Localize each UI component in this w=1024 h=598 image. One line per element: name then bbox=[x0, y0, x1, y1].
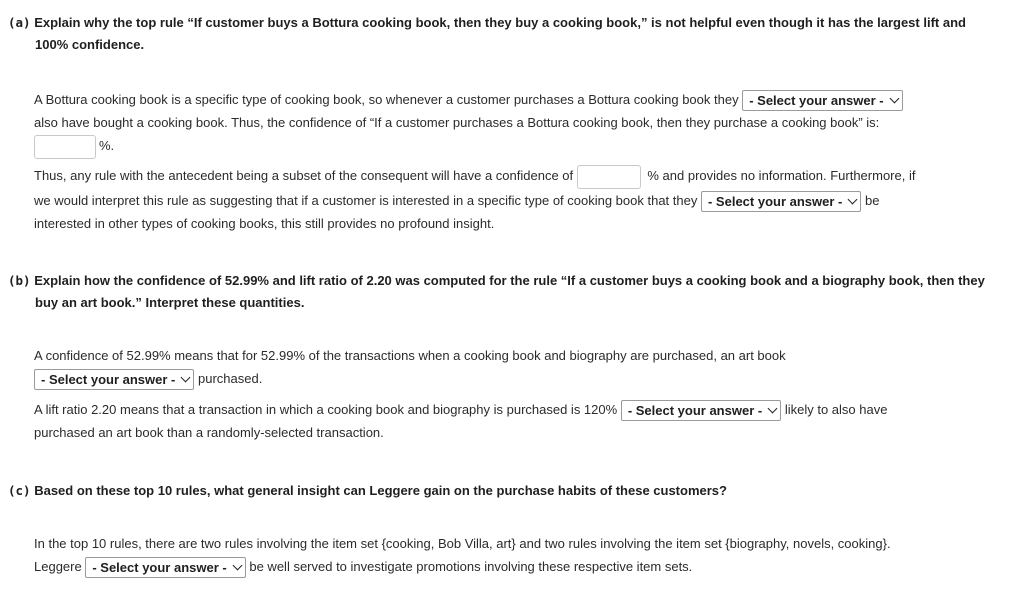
answer-text: we would interpret this rule as suggesting that if a customer is interested in a specific type of cooking book that they bbox=[34, 192, 698, 208]
question-label: (b) bbox=[8, 273, 31, 288]
question-text: Explain how the confidence of 52.99% and lift ratio of 2.20 was computed for the rule “If a customer buys a cooking book and a biography book, then they bbox=[34, 273, 985, 288]
answer-text: interested in other types of cooking books, this still provides no profound insight. bbox=[34, 215, 495, 231]
select-placeholder: - Select your answer - bbox=[707, 193, 843, 209]
answer-text: A Bottura cooking book is a specific type of cooking book, so whenever a customer purchases a Bottura cooking book they bbox=[34, 92, 739, 107]
chevron-down-icon bbox=[181, 373, 191, 383]
answer-b-paragraph-1 bbox=[34, 344, 1010, 390]
answer-select[interactable] bbox=[742, 90, 902, 111]
select-placeholder: - Select your answer - bbox=[41, 372, 176, 388]
answer-select[interactable] bbox=[701, 191, 861, 212]
chevron-down-icon bbox=[232, 561, 242, 571]
question-text-cont: 100% confidence. bbox=[35, 37, 145, 52]
question-text: Explain why the top rule “If customer buys a Bottura cooking book, then they buy a cooking book,” is not helpful even though it has the largest lift and bbox=[34, 15, 966, 30]
answer-text: likely to also have bbox=[784, 402, 888, 417]
answer-text: In the top 10 rules, there are two rules involving the item set {cooking, Bob Villa, art} and two rules involving the item set {biography, novels, cooking}. bbox=[34, 536, 891, 551]
percent-label: %. bbox=[99, 138, 115, 154]
answer-select[interactable] bbox=[621, 400, 781, 421]
answer-text: Leggere bbox=[34, 559, 82, 574]
question-text: Based on these top 10 rules, what general insight can Leggere gain on the purchase habits of these customers? bbox=[34, 483, 727, 498]
question-text-cont: buy an art book.” Interpret these quantities. bbox=[35, 295, 305, 310]
answer-text: also have bought a cooking book. Thus, the confidence of “If a customer purchases a Bottura cooking book, then they purchase a cooking book” is: bbox=[34, 115, 880, 131]
question-a bbox=[8, 12, 1018, 56]
confidence-input[interactable] bbox=[34, 135, 96, 159]
answer-select[interactable] bbox=[34, 369, 194, 390]
question-label: (a) bbox=[8, 15, 31, 30]
answer-b-paragraph-2 bbox=[34, 398, 1010, 444]
answer-text: A lift ratio 2.20 means that a transaction in which a cooking book and biography is purchased is 120% bbox=[34, 402, 618, 417]
any-rule-confidence-input[interactable] bbox=[577, 165, 641, 189]
answer-text: % and provides no information. Furthermore, if bbox=[647, 168, 916, 183]
answer-text: purchased an art book than a randomly-selected transaction. bbox=[34, 425, 384, 441]
answer-text: purchased. bbox=[198, 371, 263, 386]
answer-c-paragraph-1 bbox=[34, 532, 1010, 578]
select-placeholder: - Select your answer - bbox=[627, 403, 763, 419]
chevron-down-icon bbox=[848, 194, 858, 204]
answer-text: be bbox=[865, 192, 880, 208]
question-label: (c) bbox=[8, 483, 31, 498]
answer-text: be well served to investigate promotions involving these respective item sets. bbox=[249, 559, 693, 574]
chevron-down-icon bbox=[768, 404, 778, 414]
answer-text: A confidence of 52.99% means that for 52.99% of the transactions when a cooking book and biography are purchased, an art book bbox=[34, 348, 786, 363]
chevron-down-icon bbox=[889, 94, 899, 104]
answer-a-paragraph-1 bbox=[34, 88, 1010, 159]
select-placeholder: - Select your answer - bbox=[92, 560, 227, 576]
question-b bbox=[8, 270, 1018, 314]
select-placeholder: - Select your answer - bbox=[749, 93, 884, 109]
answer-select[interactable] bbox=[85, 557, 245, 578]
answer-a-paragraph-2 bbox=[34, 164, 1010, 235]
question-c bbox=[8, 480, 1018, 502]
answer-text: Thus, any rule with the antecedent being a subset of the consequent will have a confidence of bbox=[34, 168, 574, 183]
